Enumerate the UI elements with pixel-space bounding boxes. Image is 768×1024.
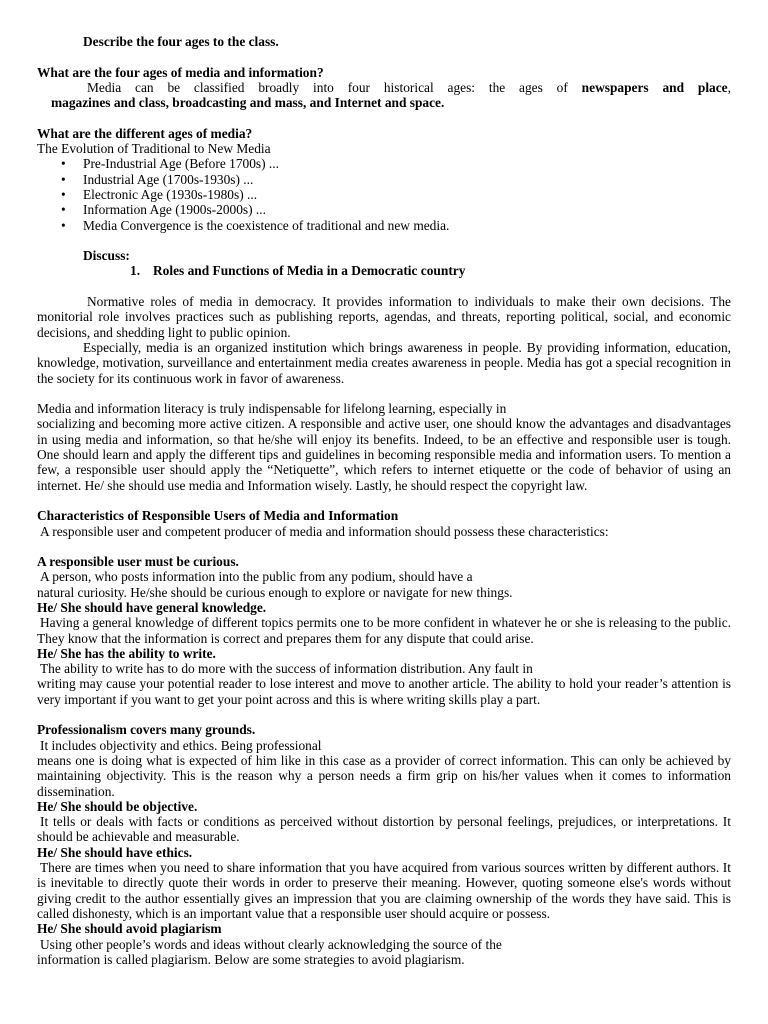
discuss-topic bbox=[37, 263, 731, 278]
curious-heading: A responsible user must be curious. bbox=[37, 554, 239, 570]
knowledge-text: Having a general knowledge of different topics permits one to be more confident in whatever he or she is releasing to the public. They know that the information is correct and prepares them for any dispute that could arise. bbox=[37, 615, 731, 646]
list-item: • Information Age (1900s-2000s) ... bbox=[83, 202, 731, 217]
objective-heading: He/ She should be objective. bbox=[37, 798, 198, 814]
professionalism-heading: Professionalism covers many grounds. bbox=[37, 722, 256, 738]
write-rest: writing may cause your potential reader to lose interest and move to another article. The ability to hold your reader’s attention is very important if you want to get your point across and this is where writing skills play a part. bbox=[37, 676, 731, 707]
write-heading: He/ She has the ability to write. bbox=[37, 645, 216, 661]
paragraph-literacy-rest: socializing and becoming more active citizen. A responsible and active user, one should know the advantages and disadvantages in using media and information, so that he/she will enjoy its benefits. Indeed, to be an effective and responsible user is tough. One should learn and apply the different tips and guidelines in becoming responsible media and information users. To mention a few, a responsible user should apply the “Netiquette”, which refers to internet etiquette or the code of behavior of using an internet. He/ she should use media and Information wisely. Lastly, he should respect the copyright law. bbox=[37, 416, 731, 493]
list-item: • Electronic Age (1930s-1980s) ... bbox=[83, 187, 731, 202]
curious-line1: A person, who posts information into the public from any podium, should have a bbox=[40, 569, 473, 585]
objective-text: It tells or deals with facts or conditions as perceived without distortion by personal feelings, prejudices, or interpretations. It should be achievable and measurable. bbox=[37, 814, 731, 845]
knowledge-heading: He/ She should have general knowledge. bbox=[37, 599, 267, 615]
characteristics-heading: Characteristics of Responsible Users of Media and Information bbox=[37, 508, 399, 524]
q1-answer-plain: Media can be classified broadly into four historical ages: the ages of bbox=[87, 79, 568, 95]
professionalism-line1: It includes objectivity and ethics. Being professional bbox=[40, 737, 322, 753]
paragraph-normative-roles: Normative roles of media in democracy. It provides information to individuals to make their own decisions. The monitorial role involves practices such as publishing reports, agendas, and threats, reporting political, social, and economic decisions, and shedding light to public opinion. bbox=[37, 294, 731, 340]
discuss-title: Roles and Functions of Media in a Democratic country bbox=[153, 263, 466, 279]
list-item: • Media Convergence is the coexistence of traditional and new media. bbox=[83, 218, 731, 233]
discuss-label: Discuss: bbox=[83, 248, 130, 264]
list-item: • Industrial Age (1700s-1930s) ... bbox=[83, 172, 731, 187]
paragraph-awareness: Especially, media is an organized institution which brings awareness in people. By providing information, education, knowledge, motivation, surveillance and entertainment media creates awareness in people. Media has got a special recognition in the society for its continuous work in favor of awareness. bbox=[37, 339, 731, 386]
q1-answer-comma: , bbox=[727, 79, 731, 95]
list-item: • Pre-Industrial Age (Before 1700s) ... bbox=[83, 156, 731, 171]
intro-heading: Describe the four ages to the class. bbox=[83, 34, 279, 49]
paragraph-literacy-line1: Media and information literacy is truly indispensable for lifelong learning, especially in bbox=[37, 401, 507, 417]
discuss-number: 1. bbox=[130, 263, 141, 279]
ethics-text: There are times when you need to share information that you have acquired from various sources written by different authors. It is inevitable to directly quote their words in order to preserve their meaning. However, quoting someone else's words without giving credit to the author essentially gives an impression that you are claiming ownership of the words they have said. This is called dishonesty, which is an important value that a responsible user should acquire or possess. bbox=[37, 860, 731, 921]
professionalism-rest: means one is doing what is expected of him like in this case as a provider of correct information. This can only be achieved by maintaining objectivity. This is the reason why a person needs a firm grip on his/her values when it comes to information dissemination. bbox=[37, 752, 731, 799]
characteristics-intro: A responsible user and competent producer of media and information should possess these characteristics: bbox=[40, 523, 609, 539]
plagiarism-heading: He/ She should avoid plagiarism bbox=[37, 921, 222, 937]
q1-answer-bold: newspapers and place bbox=[581, 79, 728, 95]
q1-question: What are the four ages of media and information? bbox=[37, 64, 324, 80]
curious-line2: natural curiosity. He/she should be curious enough to explore or navigate for new things. bbox=[37, 584, 513, 600]
q2-question: What are the different ages of media? bbox=[37, 125, 253, 141]
write-line1: The ability to write has to do more with the success of information distribution. Any fault in bbox=[40, 661, 533, 677]
q1-answer-line2: magazines and class, broadcasting and mass, and Internet and space. bbox=[51, 95, 445, 111]
q1-answer-line1 bbox=[37, 80, 731, 95]
media-ages-list bbox=[37, 156, 731, 232]
q2-subtitle: The Evolution of Traditional to New Media bbox=[37, 141, 271, 157]
plagiarism-line2: information is called plagiarism. Below are some strategies to avoid plagiarism. bbox=[37, 951, 465, 967]
plagiarism-line1: Using other people’s words and ideas without clearly acknowledging the source of the bbox=[40, 936, 502, 952]
ethics-heading: He/ She should have ethics. bbox=[37, 844, 193, 860]
